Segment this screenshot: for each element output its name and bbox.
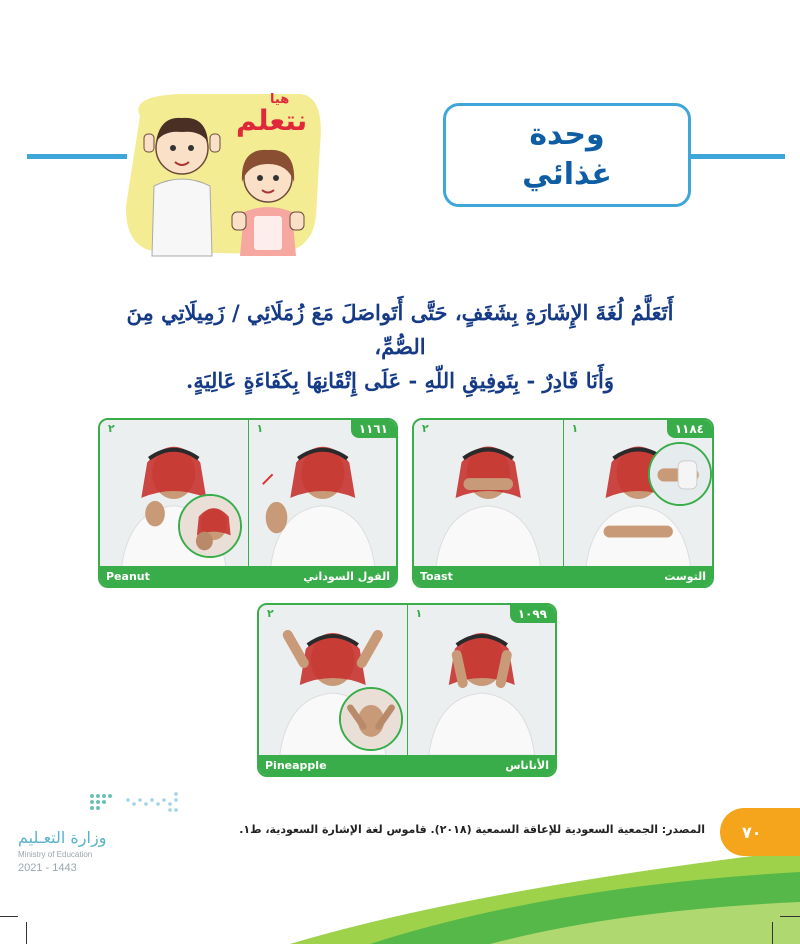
intro-verse — [120, 296, 680, 398]
ministry-arabic-name: وزارة التعـليم — [18, 828, 107, 847]
sign-english-label: Toast — [420, 569, 453, 583]
step-number: ١ — [571, 422, 579, 435]
edition-year: 2021 - 1443 — [18, 862, 77, 874]
sign-english-label: Peanut — [106, 569, 150, 583]
unit-title-line2: غذائي — [522, 157, 612, 192]
sign-panel-step2 — [259, 605, 407, 755]
sign-code-badge: ١١٦١ — [351, 420, 396, 438]
sign-card-peanut — [98, 418, 398, 588]
step-number: ٢ — [422, 422, 429, 435]
verse-line1: أَتَعَلَّمُ لُغَةَ الإِشَارَةِ بِشَغَفٍ، حَتَّى أَتَواصَلَ مَعَ زُمَلَائِي / زَمِيلَاتِي مِنَ الصُّمِّ، — [126, 300, 674, 359]
sign-inset-circle — [339, 687, 403, 751]
step-number: ١ — [415, 607, 423, 620]
sign-panel-step1 — [407, 605, 556, 755]
sign-code-badge: ١١٨٤ — [667, 420, 712, 438]
lets-learn-illustration — [120, 86, 332, 258]
unit-title-box — [443, 103, 691, 207]
header-line-right — [690, 154, 785, 159]
sign-label-bar — [100, 566, 396, 586]
ministry-dots-icon — [88, 790, 182, 816]
sign-english-label: Pineapple — [265, 758, 327, 772]
sign-panel-step1 — [248, 420, 397, 566]
sign-card-toast — [412, 418, 714, 588]
page-number-tab — [720, 808, 800, 856]
sign-code-badge: ١٠٩٩ — [510, 605, 555, 623]
crop-mark — [26, 922, 27, 944]
sign-arabic-label: الأناناس — [505, 758, 549, 772]
crop-mark — [772, 922, 773, 944]
ministry-logo — [18, 790, 158, 880]
crop-mark — [0, 916, 18, 917]
lets-learn-small: هيا — [270, 92, 290, 107]
sign-arabic-label: الفول السوداني — [303, 569, 390, 583]
sign-label-bar — [259, 755, 555, 775]
ministry-english-name: Ministry of Education — [18, 850, 93, 859]
sign-inset-circle — [648, 442, 712, 506]
sign-label-bar — [414, 566, 712, 586]
header-line-left — [27, 154, 127, 159]
sign-card-pineapple — [257, 603, 557, 777]
green-swoosh-decoration — [290, 850, 800, 944]
step-number: ٢ — [267, 607, 274, 620]
step-number: ٢ — [108, 422, 115, 435]
sign-inset-circle — [178, 494, 242, 558]
lets-learn-big: نتعلم — [236, 104, 308, 137]
step-number: ١ — [256, 422, 264, 435]
verse-line2: وَأَنَا قَادِرٌ - بِتَوفِيقِ اللّهِ - عَلَى إِتْقَانِهَا بِكَفَاءَةٍ عَالِيَةٍ. — [186, 368, 614, 393]
page-number: ٧٠ — [742, 822, 762, 842]
sign-panel-step2 — [100, 420, 248, 566]
unit-title-line1: وحدة — [529, 117, 605, 152]
crop-mark — [780, 916, 800, 917]
sign-panel-step1 — [563, 420, 713, 566]
sign-arabic-label: التوست — [664, 569, 706, 583]
sign-panel-step2 — [414, 420, 563, 566]
source-citation: المصدر: الجمعية السعودية للإعاقة السمعية (٢٠١٨). قاموس لغة الإشارة السعودية، ط١. — [239, 823, 705, 836]
